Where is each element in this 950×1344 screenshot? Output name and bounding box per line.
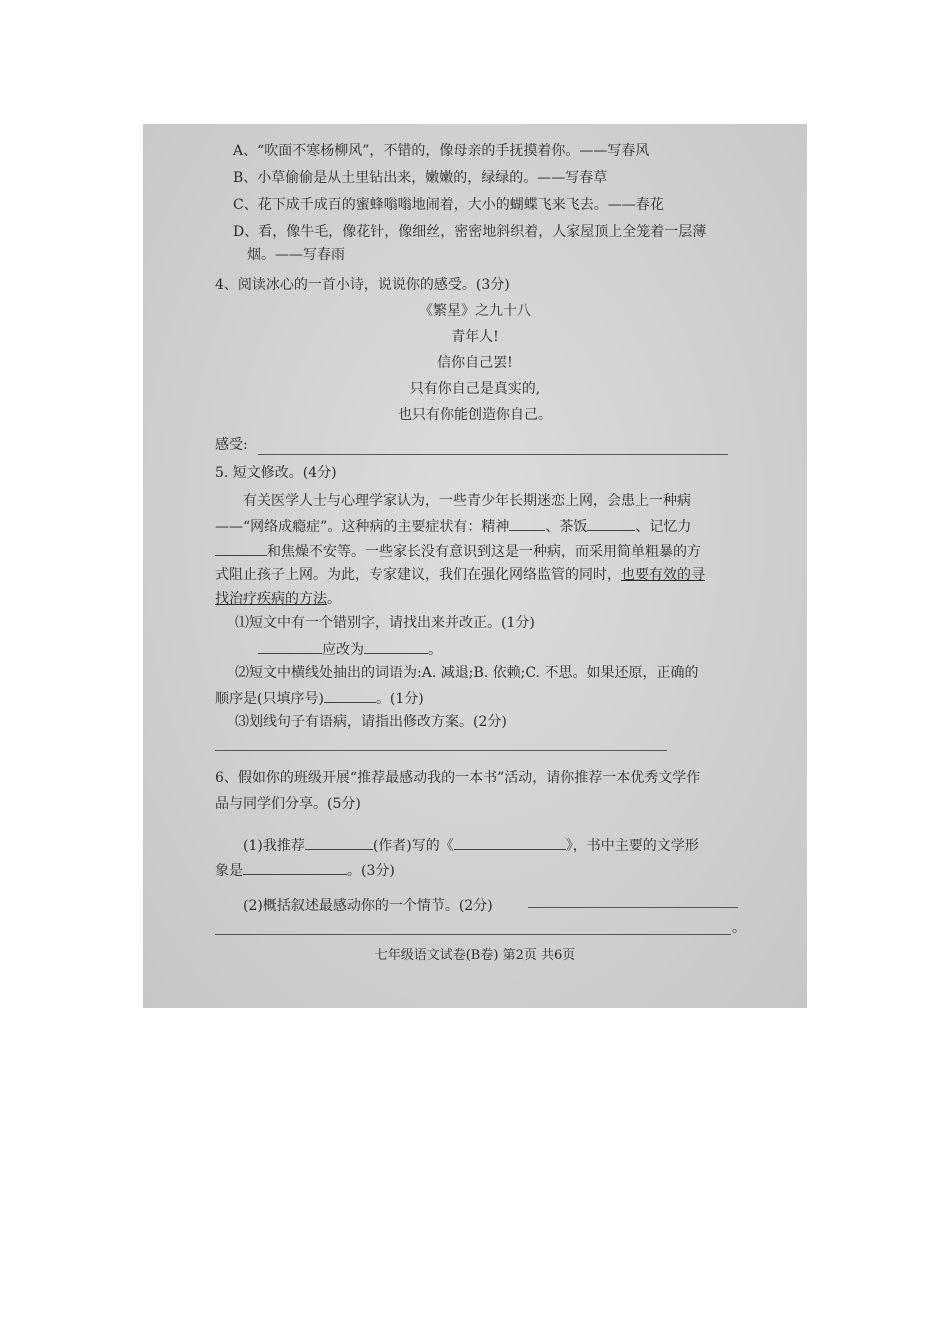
- q5-sub-3: ⑶划线句子有语病，请指出修改方案。(2分): [235, 714, 507, 730]
- q5-passage-line: 有关医学人士与心理学家认为，一些青少年长期迷恋上网，会患上一种病: [243, 493, 691, 509]
- q5-sub-3-answer-line[interactable]: [215, 750, 667, 751]
- poem-line: 只有你自己是真实的,: [409, 381, 541, 397]
- plot-answer-line-1[interactable]: [528, 907, 738, 908]
- q5-sub-1-answer: 应改为 。: [258, 639, 442, 659]
- q5-passage-line: 式阻止孩子上网。为此，专家建议，我们在强化网络监管的同时，也要有效的寻: [215, 567, 705, 583]
- feeling-label: 感受:: [215, 437, 248, 453]
- order-blank[interactable]: [324, 688, 376, 703]
- q5-sub-2: ⑵短文中横线处抽出的词语为:A. 减退;B. 依赖;C. 不思。如果还原，正确的: [235, 665, 699, 681]
- q5-passage-line: 找治疗疾病的方法。: [215, 591, 341, 607]
- q5-sub-1: ⑴短文中有一个错别字，请找出来并改正。(1分): [235, 615, 535, 631]
- poem-line: 也只有你能创造你自己。: [398, 407, 552, 423]
- q3-option-d: D、看，像牛毛，像花针，像细丝，密密地斜织着，人家屋顶上全笼着一层薄: [233, 224, 707, 240]
- q4-title: 4、阅读冰心的一首小诗，说说你的感受。(3分): [215, 277, 510, 293]
- blank-2[interactable]: [587, 516, 635, 531]
- q6-sub-2: (2)概括叙述最感动你的一个情节。(2分): [243, 898, 493, 914]
- q3-option-a: A、“吹面不寒杨柳风”，不错的，像母亲的手抚摸着你。——写春风: [233, 143, 650, 159]
- plot-answer-line-2[interactable]: [215, 934, 731, 935]
- character-blank[interactable]: [243, 860, 347, 875]
- wrong-char-blank[interactable]: [258, 639, 322, 654]
- q3-option-b: B、小草偷偷是从土里钻出来，嫩嫩的，绿绿的。——写春草: [233, 170, 608, 186]
- page-footer: 七年级语文试卷(B卷) 第2页 共6页: [374, 948, 576, 963]
- q3-option-d-cont: 烟。——写春雨: [247, 247, 345, 263]
- blank-1[interactable]: [509, 516, 545, 531]
- correct-char-blank[interactable]: [364, 639, 428, 654]
- q6-title-cont: 品与同学们分享。(5分): [215, 796, 361, 812]
- q5-title: 5. 短文修改。(4分): [215, 465, 337, 481]
- poem-line: 信你自己罢!: [437, 355, 513, 371]
- q6-sub-1-cont: 象是 。(3分): [215, 860, 395, 880]
- q5-passage-line: ——“网络成瘾症”。这种病的主要症状有：精神 、茶饭 、记忆力: [215, 516, 691, 536]
- q6-sub-1: (1)我推荐 (作者)写的《 》，书中主要的文学形: [243, 835, 699, 855]
- author-blank[interactable]: [305, 835, 373, 850]
- q6-sub-2-end: 。: [732, 920, 746, 936]
- blank-3[interactable]: [215, 541, 267, 556]
- poem-title: 《繁星》之九十八: [419, 303, 531, 319]
- book-title-blank[interactable]: [454, 835, 566, 850]
- feeling-answer-line[interactable]: [258, 454, 728, 455]
- q5-passage-line: 和焦燥不安等。一些家长没有意识到这是一种病，而采用简单粗暴的方: [215, 541, 701, 561]
- poem-line: 青年人!: [451, 329, 499, 345]
- q3-option-c: C、花下成千成百的蜜蜂嗡嗡地闹着，大小的蝴蝶飞来飞去。——春花: [233, 197, 664, 213]
- scanned-exam-page: [143, 124, 807, 1008]
- q6-title: 6、假如你的班级开展“推荐最感动我的一本书”活动，请你推荐一本优秀文学作: [215, 770, 701, 786]
- q5-sub-2-cont: 顺序是(只填序号) 。(1分): [215, 688, 424, 708]
